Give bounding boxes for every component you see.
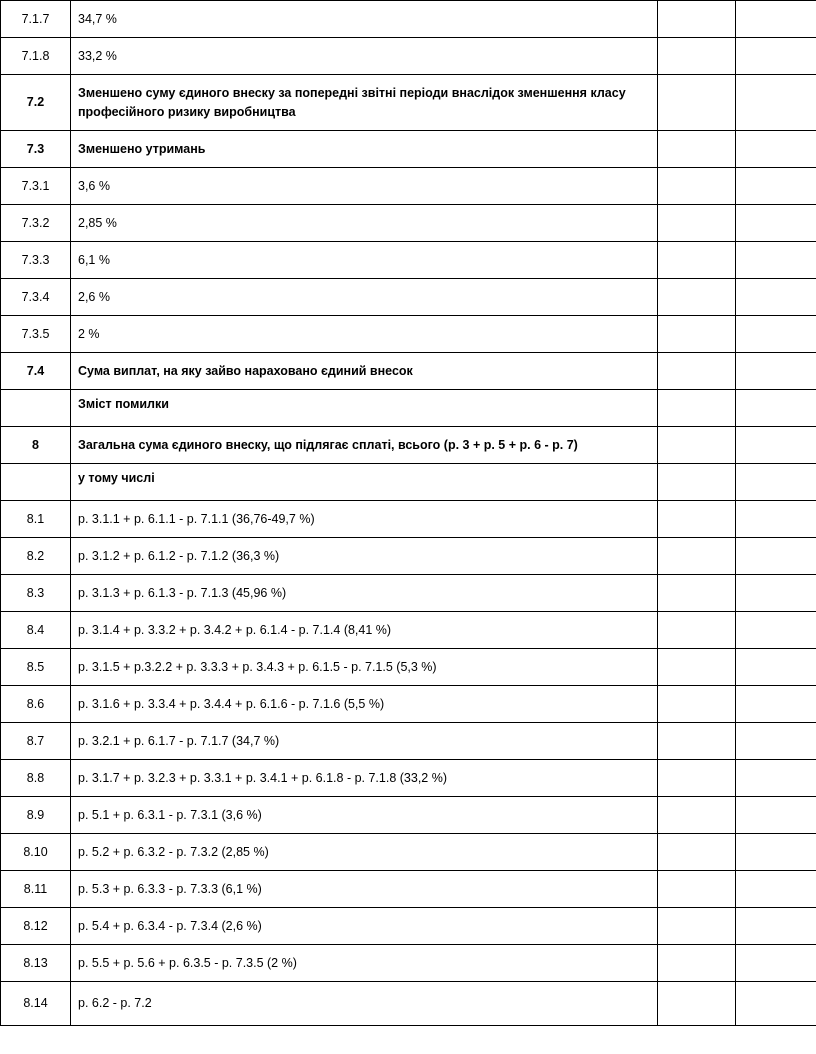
value-cell[interactable]	[736, 353, 816, 390]
row-description: р. 3.1.6 + р. 3.3.4 + р. 3.4.4 + р. 6.1.6 - р. 7.1.6 (5,5 %)	[71, 686, 658, 723]
table-row	[1, 75, 816, 131]
value-cell[interactable]	[736, 982, 816, 1026]
row-description: 6,1 %	[71, 242, 658, 279]
row-code	[1, 464, 71, 501]
row-code: 7.1.7	[1, 1, 71, 38]
row-code: 7.3.4	[1, 279, 71, 316]
table-row	[1, 797, 816, 834]
value-cell[interactable]	[736, 686, 816, 723]
table-row	[1, 649, 816, 686]
table-row	[1, 686, 816, 723]
table-row	[1, 168, 816, 205]
table-row	[1, 353, 816, 390]
row-code: 8.1	[1, 501, 71, 538]
row-code: 8.13	[1, 945, 71, 982]
value-cell[interactable]	[736, 871, 816, 908]
row-code: 7.3.3	[1, 242, 71, 279]
row-code: 8.6	[1, 686, 71, 723]
table-row	[1, 390, 816, 427]
row-code: 8.12	[1, 908, 71, 945]
value-cell[interactable]	[658, 353, 736, 390]
row-code: 8.2	[1, 538, 71, 575]
table-row	[1, 131, 816, 168]
row-description: р. 5.4 + р. 6.3.4 - р. 7.3.4 (2,6 %)	[71, 908, 658, 945]
row-description: 3,6 %	[71, 168, 658, 205]
row-description: р. 6.2 - р. 7.2	[71, 982, 658, 1026]
table-row	[1, 501, 816, 538]
table-row	[1, 945, 816, 982]
value-cell[interactable]	[658, 908, 736, 945]
row-code: 8.5	[1, 649, 71, 686]
value-cell[interactable]	[736, 538, 816, 575]
value-cell[interactable]	[736, 834, 816, 871]
value-cell[interactable]	[736, 760, 816, 797]
row-description: р. 3.1.7 + р. 3.2.3 + р. 3.3.1 + р. 3.4.1 + р. 6.1.8 - р. 7.1.8 (33,2 %)	[71, 760, 658, 797]
row-code: 7.4	[1, 353, 71, 390]
table-row	[1, 908, 816, 945]
row-code: 8.4	[1, 612, 71, 649]
value-cell[interactable]	[736, 427, 816, 464]
table-row	[1, 464, 816, 501]
value-cell[interactable]	[736, 168, 816, 205]
table-row	[1, 834, 816, 871]
table-row	[1, 316, 816, 353]
table-row	[1, 538, 816, 575]
value-cell[interactable]	[658, 75, 736, 131]
value-cell[interactable]	[736, 945, 816, 982]
value-cell[interactable]	[658, 612, 736, 649]
value-cell[interactable]	[658, 316, 736, 353]
row-code: 8.11	[1, 871, 71, 908]
row-description: р. 5.3 + р. 6.3.3 - р. 7.3.3 (6,1 %)	[71, 871, 658, 908]
value-cell[interactable]	[658, 538, 736, 575]
row-description: Загальна сума єдиного внеску, що підлягає сплаті, всього (р. 3 + р. 5 + р. 6 - р. 7)	[71, 427, 658, 464]
value-cell[interactable]	[658, 945, 736, 982]
value-cell[interactable]	[736, 390, 816, 427]
table-row	[1, 723, 816, 760]
value-cell[interactable]	[658, 723, 736, 760]
value-cell[interactable]	[658, 427, 736, 464]
value-cell[interactable]	[658, 168, 736, 205]
table-row	[1, 760, 816, 797]
row-code: 7.3.1	[1, 168, 71, 205]
table-row	[1, 575, 816, 612]
value-cell[interactable]	[658, 982, 736, 1026]
value-cell[interactable]	[658, 575, 736, 612]
value-cell[interactable]	[736, 723, 816, 760]
value-cell[interactable]	[658, 279, 736, 316]
table-row	[1, 427, 816, 464]
row-code: 7.3.2	[1, 205, 71, 242]
value-cell[interactable]	[736, 797, 816, 834]
value-cell[interactable]	[658, 760, 736, 797]
row-description: 2 %	[71, 316, 658, 353]
value-cell[interactable]	[736, 316, 816, 353]
row-description: р. 3.1.4 + р. 3.3.2 + р. 3.4.2 + р. 6.1.4 - р. 7.1.4 (8,41 %)	[71, 612, 658, 649]
row-code: 8.8	[1, 760, 71, 797]
table-row	[1, 871, 816, 908]
table-row	[1, 612, 816, 649]
row-description: 34,7 %	[71, 1, 658, 38]
value-cell[interactable]	[736, 205, 816, 242]
value-cell[interactable]	[658, 242, 736, 279]
value-cell[interactable]	[736, 612, 816, 649]
row-code: 7.3	[1, 131, 71, 168]
row-code: 8.7	[1, 723, 71, 760]
value-cell[interactable]	[736, 1, 816, 38]
table-row	[1, 1, 816, 38]
row-code: 8.9	[1, 797, 71, 834]
row-description: 33,2 %	[71, 38, 658, 75]
value-cell[interactable]	[658, 797, 736, 834]
row-code: 7.1.8	[1, 38, 71, 75]
row-code: 8.14	[1, 982, 71, 1026]
value-cell[interactable]	[736, 131, 816, 168]
row-description: р. 5.2 + р. 6.3.2 - р. 7.3.2 (2,85 %)	[71, 834, 658, 871]
value-cell[interactable]	[658, 501, 736, 538]
value-cell[interactable]	[658, 205, 736, 242]
value-cell[interactable]	[658, 834, 736, 871]
row-description: Зменшено суму єдиного внеску за попередні звітні періоди внаслідок зменшення класу професійного ризику виробництва	[71, 75, 658, 131]
row-code: 8	[1, 427, 71, 464]
value-cell[interactable]	[736, 575, 816, 612]
value-cell[interactable]	[658, 464, 736, 501]
value-cell[interactable]	[658, 686, 736, 723]
value-cell[interactable]	[736, 908, 816, 945]
value-cell[interactable]	[736, 279, 816, 316]
table-row	[1, 38, 816, 75]
row-description: у тому числі	[71, 464, 658, 501]
row-code: 8.3	[1, 575, 71, 612]
value-cell[interactable]	[658, 131, 736, 168]
row-description: 2,85 %	[71, 205, 658, 242]
row-code: 7.2	[1, 75, 71, 131]
row-description: р. 3.2.1 + р. 6.1.7 - р. 7.1.7 (34,7 %)	[71, 723, 658, 760]
row-description: Зменшено утримань	[71, 131, 658, 168]
row-description: р. 5.5 + р. 5.6 + р. 6.3.5 - р. 7.3.5 (2 %)	[71, 945, 658, 982]
table-row	[1, 279, 816, 316]
value-cell[interactable]	[736, 464, 816, 501]
table-body	[1, 1, 816, 1026]
row-description: 2,6 %	[71, 279, 658, 316]
value-cell[interactable]	[658, 649, 736, 686]
table-row	[1, 982, 816, 1026]
table-row	[1, 205, 816, 242]
row-description: р. 3.1.3 + р. 6.1.3 - р. 7.1.3 (45,96 %)	[71, 575, 658, 612]
row-code: 8.10	[1, 834, 71, 871]
value-cell[interactable]	[658, 1, 736, 38]
value-cell[interactable]	[736, 501, 816, 538]
value-cell[interactable]	[736, 38, 816, 75]
row-description: р. 5.1 + р. 6.3.1 - р. 7.3.1 (3,6 %)	[71, 797, 658, 834]
row-description: Сума виплат, на яку зайво нараховано єдиний внесок	[71, 353, 658, 390]
table-row	[1, 242, 816, 279]
row-description: р. 3.1.5 + р.3.2.2 + р. 3.3.3 + р. 3.4.3 + р. 6.1.5 - р. 7.1.5 (5,3 %)	[71, 649, 658, 686]
value-cell[interactable]	[658, 390, 736, 427]
value-cell[interactable]	[736, 75, 816, 131]
value-cell[interactable]	[736, 242, 816, 279]
row-description: р. 3.1.1 + р. 6.1.1 - р. 7.1.1 (36,76-49,7 %)	[71, 501, 658, 538]
row-code	[1, 390, 71, 427]
value-cell[interactable]	[658, 871, 736, 908]
value-cell[interactable]	[736, 649, 816, 686]
row-description: р. 3.1.2 + р. 6.1.2 - р. 7.1.2 (36,3 %)	[71, 538, 658, 575]
row-description: Зміст помилки	[71, 390, 658, 427]
value-cell[interactable]	[658, 38, 736, 75]
row-code: 7.3.5	[1, 316, 71, 353]
